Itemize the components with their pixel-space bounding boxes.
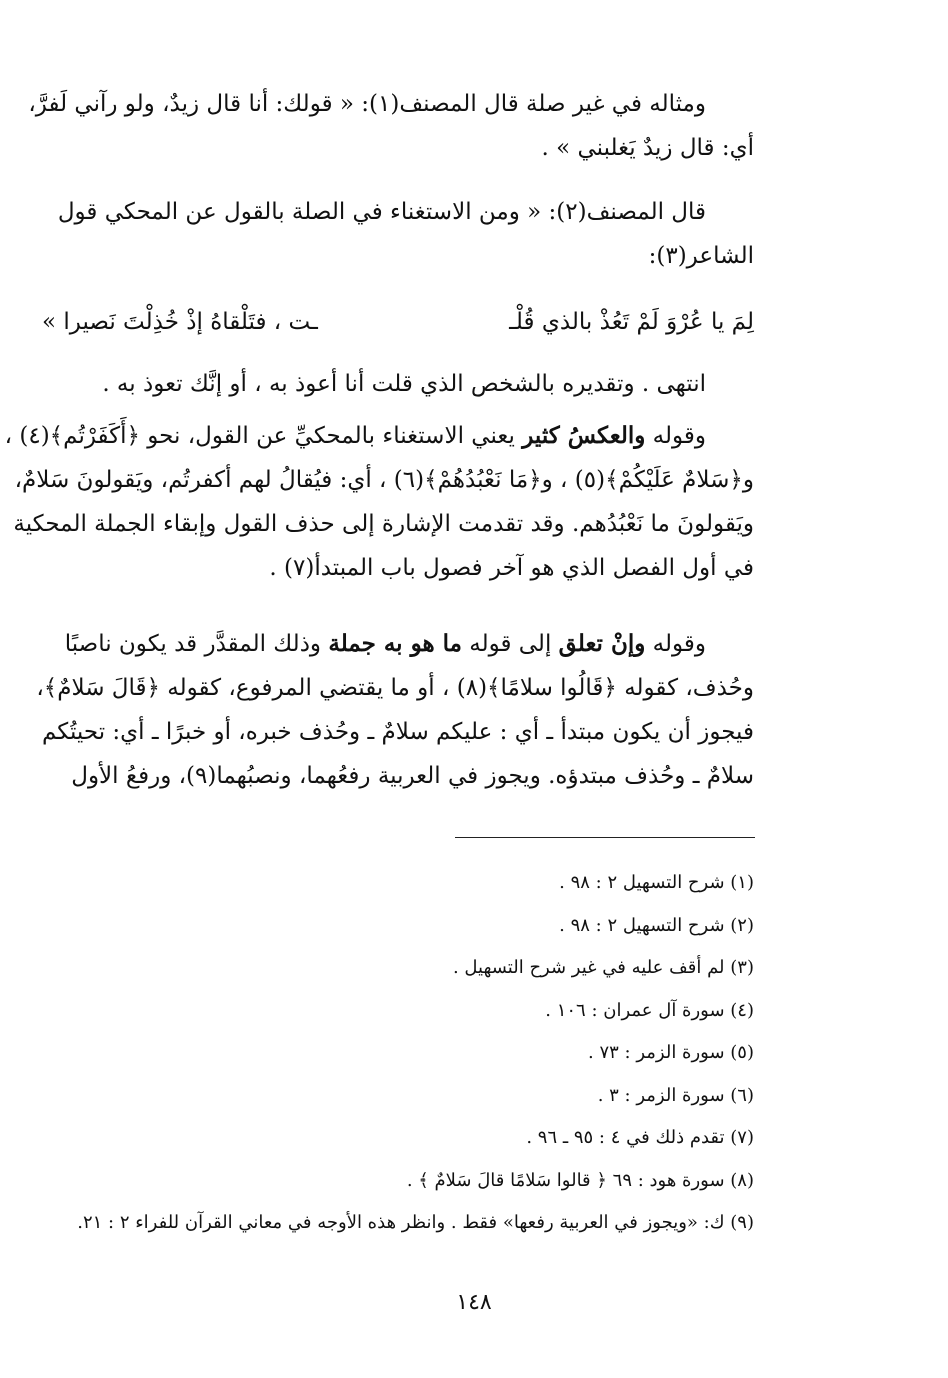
footnote-item: (٩) ك: «ويجوز في العربية رفعها» فقط . وانظر هذه الأوجه في معاني القرآن للفراء ٢ : ٢١. [77, 1212, 754, 1233]
text-run: يعني الاستغناء بالمحكيِّ عن القول، نحو ﴿أَكَفَرْتُم﴾(٤) ، [4, 423, 515, 449]
footnote-item: (٣) لم أقف عليه في غير شرح التسهيل . [452, 957, 754, 978]
text-line: سلامٌ ـ وحُذف مبتدؤه. ويجوز في العربية رفعُهما، ونصبُهما(٩)، ورفعُ الأول [71, 763, 754, 789]
text-run: إلى قوله [469, 631, 552, 657]
text-line: ويَقولونَ ما نَعْبُدُهم. وقد تقدمت الإشارة إلى حذف القول وإبقاء الجملة المحكية [13, 511, 754, 537]
bold-term: والعكسُ كثير [522, 422, 646, 449]
text-line: أي: قال زيدٌ يَغلبني » . [541, 135, 754, 161]
paragraph-estimated-verb [36, 622, 754, 798]
text-run: وقوله [652, 631, 706, 657]
text-line: ومثاله في غير صلة قال المصنف(١): « قولك: أنا قال زيدٌ، ولو رآني لَفرَّ، [28, 91, 706, 117]
text-line: فيجوز أن يكون مبتدأ ـ أي : عليكم سلامٌ ـ وحُذف خبره، أو خبرًا ـ أي: تحيتُكم [41, 719, 754, 745]
text-line: وحُذف، كقوله ﴿قَالُوا سلامًا﴾(٨) ، أو ما يقتضي المرفوع، كقوله ﴿قَالَ سَلامٌ﴾، [36, 675, 754, 701]
text-line [42, 622, 754, 666]
verse-second-hemistich: ـت ، فتَلْقاهُ إذْ خُذِلْتَ نَصيرا » [42, 309, 318, 335]
footnote-item: (١) شرح التسهيل ٢ : ٩٨ . [559, 872, 754, 893]
poetry-verse [42, 300, 754, 344]
paragraph-example-non-relative [28, 82, 754, 170]
paragraph-reverse-case [4, 414, 754, 590]
text-line: الشاعر(٣): [648, 243, 754, 269]
page-number: ١٤٨ [456, 1290, 492, 1315]
bold-term: وإنْ تعلق [558, 630, 646, 657]
footnote-item: (٦) سورة الزمر : ٣ . [597, 1084, 754, 1106]
footnote-item: (٨) سورة هود : ٦٩ ﴿ قالوا سَلامًا قالَ سَلامٌ ﴾ . [406, 1169, 754, 1191]
paragraph-author-quote [42, 190, 754, 278]
text-line [4, 414, 754, 458]
bold-term: ما هو به جملة [328, 630, 462, 657]
footnote-separator [455, 837, 755, 838]
paragraph-conclusion [42, 362, 754, 406]
text-line: في أول الفصل الذي هو آخر فصول باب المبتدأ(٧) . [269, 555, 754, 581]
footnote-item: (٤) سورة آل عمران : ١٠٦ . [545, 999, 754, 1021]
text-line: انتهى . وتقديره بالشخص الذي قلت أنا أعوذ به ، أو إنَّك تعوذ به . [102, 371, 706, 397]
text-line: قال المصنف(٢): « ومن الاستغناء في الصلة بالقول عن المحكي قول [57, 199, 706, 225]
footnote-item: (٢) شرح التسهيل ٢ : ٩٨ . [559, 914, 754, 936]
footnote-item: (٥) سورة الزمر : ٧٣ . [588, 1042, 754, 1063]
footnotes-list [42, 862, 754, 1245]
verse-first-hemistich: لِمَ يا عُرْوَ لَمْ تَعُذْ بالذي قُلْـ [509, 309, 754, 335]
text-line: و﴿سَلامٌ عَلَيْكُمْ﴾(٥) ، و﴿مَا نَعْبُدُهُمْ﴾(٦) ، أي: فيُقالُ لهم أكفرتُم، ويَقولونَ سَلامٌ، [14, 467, 754, 493]
text-run: وذلك المقدَّر قد يكون ناصبًا [64, 631, 322, 657]
footnote-item: (٧) تقدم ذلك في ٤ : ٩٥ ـ ٩٦ . [526, 1127, 754, 1148]
text-run: وقوله [652, 423, 706, 449]
